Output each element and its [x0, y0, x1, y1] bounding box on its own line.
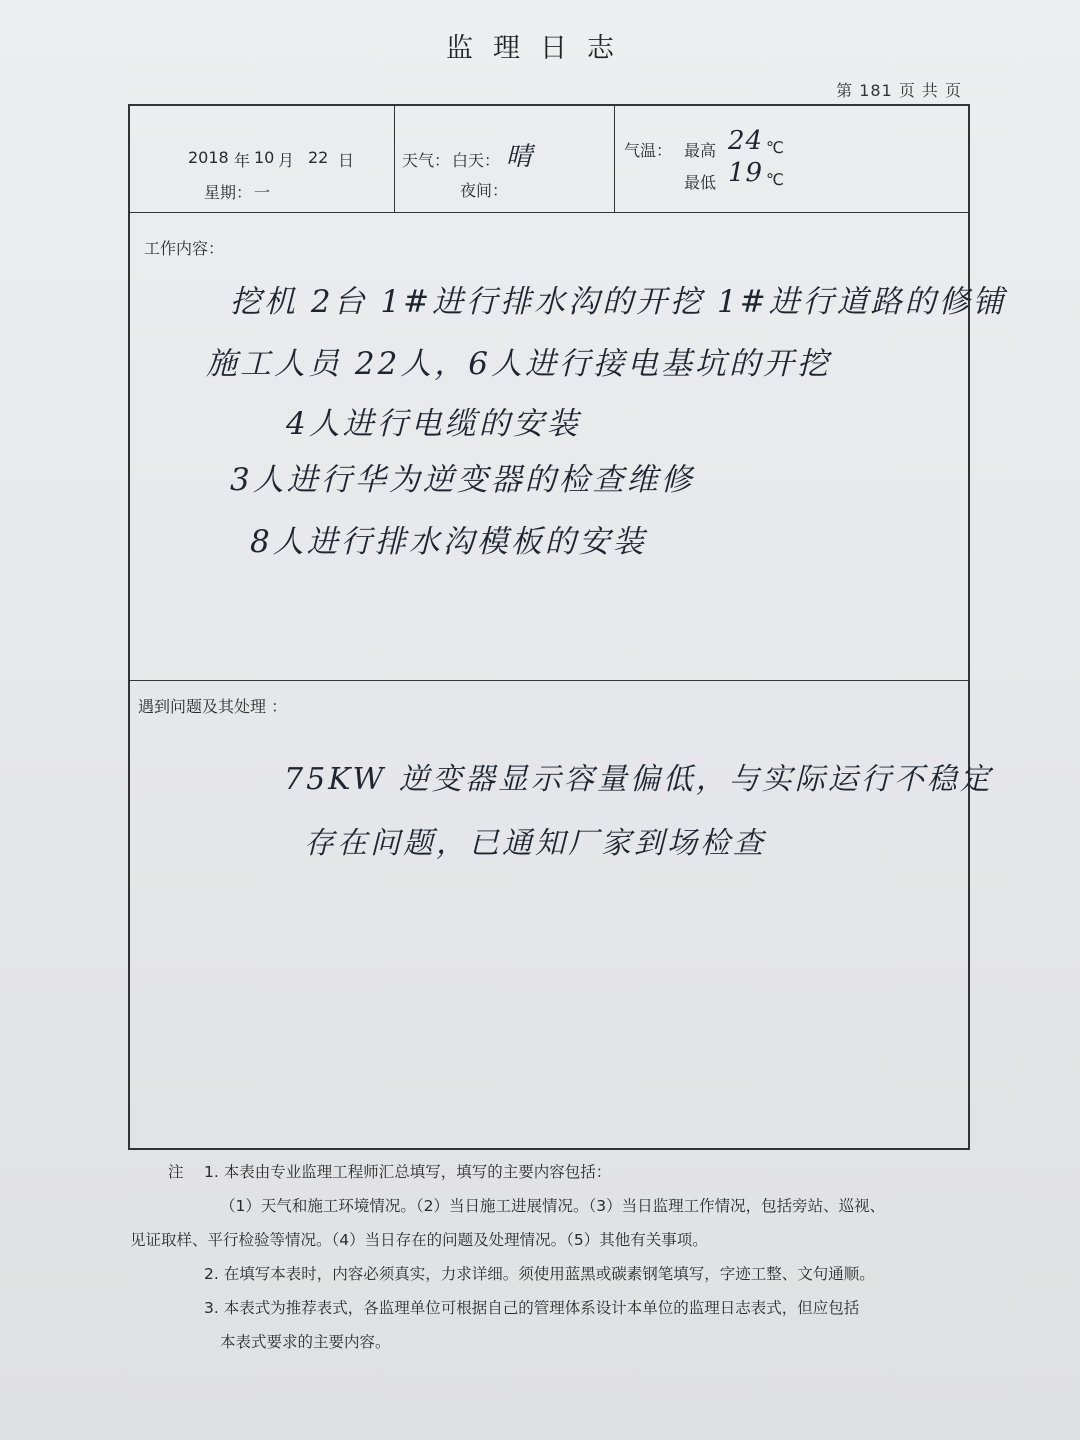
- date-day: 22: [308, 148, 329, 167]
- work-label: 工作内容：: [144, 239, 225, 258]
- work-line: 3人进行华为逆变器的检查维修: [230, 462, 695, 498]
- date-year: 2018: [188, 148, 229, 167]
- note-line: 2. 在填写本表时，内容必须真实，力求详细。须使用蓝黑或碳素钢笔填写，字迹工整、文句通顺。: [204, 1265, 875, 1283]
- notes-prefix: 注: [168, 1163, 184, 1181]
- date-weather-divider: [394, 106, 395, 212]
- log-form: [128, 104, 1007, 1150]
- work-line: 8人进行排水沟模板的安装: [250, 524, 647, 560]
- date-year-label: 年: [234, 151, 251, 170]
- temp-high-label: 最高: [684, 141, 717, 160]
- work-line: 施工人员 22人，6人进行接电基坑的开挖: [206, 346, 832, 382]
- weather-day-label: 白天：: [452, 151, 501, 170]
- note-line: 3. 本表式为推荐表式，各监理单位可根据自己的管理体系设计本单位的监理日志表式，但应包括: [204, 1299, 860, 1317]
- note-line: 见证取样、平行检验等情况。（4）当日存在的问题及处理情况。（5）其他有关事项。: [130, 1231, 708, 1249]
- weather-temp-divider: [614, 106, 615, 212]
- weather-label: 天气：: [402, 151, 451, 170]
- temp-low-value: 19: [728, 158, 764, 188]
- note-line: （1）天气和施工环境情况。（2）当日施工进展情况。（3）当日监理工作情况，包括旁站、巡视、: [220, 1197, 886, 1215]
- note-line: 本表式要求的主要内容。: [220, 1333, 391, 1351]
- issue-line: 存在问题，已通知厂家到场检查: [304, 826, 766, 861]
- note-line: 1. 本表由专业监理工程师汇总填写，填写的主要内容包括：: [204, 1163, 612, 1181]
- work-line: 挖机 2台 1#进行排水沟的开挖 1#进行道路的修铺: [230, 284, 1007, 320]
- date-month-label: 月: [278, 151, 295, 170]
- weather-day-value: 晴: [506, 142, 534, 172]
- work-issues-divider: [130, 680, 968, 681]
- date-month: 10: [254, 148, 275, 167]
- page-number: 第 181 页 共 页: [836, 81, 962, 100]
- temp-low-label: 最低: [684, 173, 717, 192]
- header-row-divider: [130, 212, 968, 213]
- work-line: 4人进行电缆的安装: [286, 406, 581, 442]
- issue-line: 75KW 逆变器显示容量偏低，与实际运行不稳定: [284, 762, 993, 797]
- weekday-value: 一: [254, 183, 271, 202]
- issues-label: 遇到问题及其处理 ：: [138, 697, 288, 716]
- temp-low-unit: ℃: [766, 170, 784, 189]
- weekday-label: 星期：: [204, 183, 253, 202]
- weather-night-label: 夜间：: [460, 181, 509, 200]
- temp-high-unit: ℃: [766, 138, 784, 157]
- date-day-label: 日: [338, 151, 355, 170]
- temp-label: 气温：: [624, 141, 673, 160]
- page-title: 监理日志: [446, 33, 634, 64]
- temp-high-value: 24: [728, 126, 764, 156]
